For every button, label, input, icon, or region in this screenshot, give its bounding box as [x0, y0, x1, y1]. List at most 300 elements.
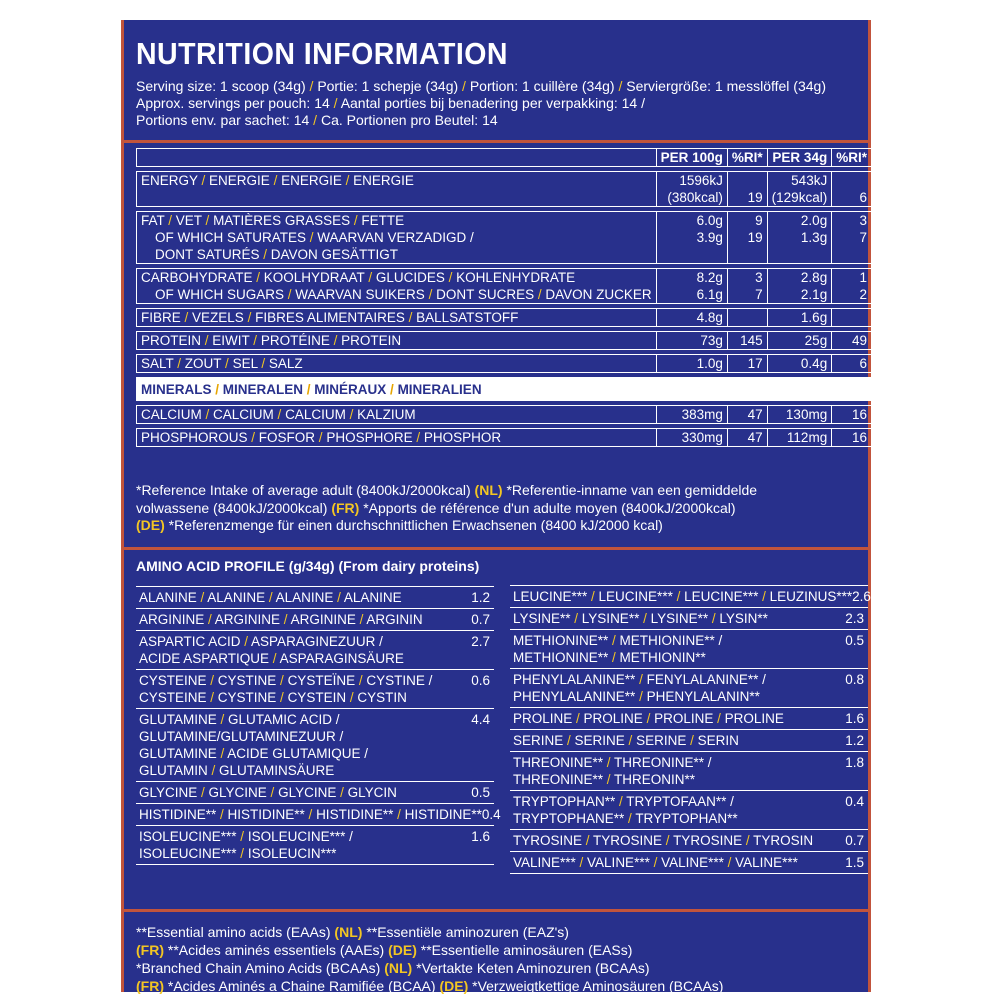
mineral-row: [137, 406, 872, 424]
per-34g-value-line: 543kJ: [791, 173, 828, 188]
amino-acid-row: [510, 852, 868, 874]
slash-separator: /: [333, 590, 344, 605]
ri-100g-value-line: 47: [747, 430, 763, 445]
per-100g-value-line: 383mg: [681, 407, 723, 422]
ri-100g-value-line: 19: [747, 230, 763, 245]
per-34g-value: [767, 172, 832, 207]
slash-separator: /: [303, 381, 315, 397]
amino-acid-row: [136, 631, 494, 670]
nutrient-label: [137, 309, 657, 327]
amino-acid-name: [510, 632, 830, 666]
slash-separator: /: [315, 430, 327, 445]
per-100g-value-line: 4.8g: [696, 310, 723, 325]
eaa-de-tag: (DE): [388, 942, 417, 958]
per-100g-value: [656, 212, 727, 264]
ri-note-nl-2: volwassene (8400kJ/2000kcal): [136, 499, 328, 516]
slash-separator: /: [713, 711, 725, 726]
slash-separator: /: [639, 611, 651, 626]
amino-acid-name: [510, 710, 830, 727]
amino-acid-value: 2.7: [471, 634, 490, 649]
nutrient-label-line: CARBOHYDRATE / KOOLHYDRAAT / GLUCIDES / KOHLENHYDRATE: [141, 270, 576, 285]
amino-acid-name-line: TYROSINE / TYROSINE / TYROSINE / TYROSIN: [513, 833, 814, 848]
per-34g-value-line: 130mg: [785, 407, 828, 422]
nutrient-label: [137, 212, 657, 264]
amino-acid-name: [510, 754, 830, 788]
amino-acid-row: [136, 782, 494, 804]
nutrient-label: [137, 355, 657, 373]
slash-separator: /: [284, 287, 296, 302]
amino-acid-value: 1.2: [471, 590, 490, 605]
per-34g-value-line: 0.4g: [800, 356, 828, 371]
slash-separator: /: [672, 589, 685, 604]
slash-separator: /: [642, 711, 655, 726]
amino-acid-row: [510, 630, 868, 669]
amino-acid-row: [510, 752, 868, 791]
nutrient-label-line: FIBRE / VEZELS / FIBRES ALIMENTAIRES / BALLSATSTOFF: [141, 310, 519, 325]
ri-nl-tag: (NL): [474, 482, 503, 498]
slash-separator: /: [635, 672, 647, 687]
amino-acid-name-line: ISOLEUCINE*** / ISOLEUCIN***: [139, 846, 337, 861]
per-100g-value: [656, 172, 727, 207]
amino-acid-name-line: ALANINE / ALANINE / ALANINE / ALANINE: [139, 590, 402, 605]
nutrition-table: [136, 148, 872, 447]
slash-separator: /: [304, 807, 317, 822]
slash-separator: /: [247, 430, 259, 445]
ri-100g-value-line: 17: [747, 356, 763, 371]
separator-middle: [124, 547, 868, 550]
amino-acid-name: [136, 806, 482, 823]
per-100g-value: [656, 309, 727, 327]
slash-separator: /: [204, 612, 215, 627]
reference-intake-note: [136, 482, 866, 535]
per-100g-value-line: (380kcal): [667, 190, 723, 205]
mineral-label: [137, 406, 657, 424]
per-100g-value-line: 6.0g: [696, 213, 723, 228]
amino-acid-value: 0.7: [471, 612, 490, 627]
ri-100g-value: [727, 309, 767, 327]
amino-acid-value: 0.4: [845, 794, 864, 809]
separator-bottom: [124, 909, 868, 912]
slash-separator: /: [355, 612, 367, 627]
per-34g-value: [767, 212, 832, 264]
slash-separator: /: [723, 855, 736, 870]
bcaa-fr-tag: (FR): [136, 978, 164, 994]
slash-separator: /: [603, 772, 615, 787]
amino-acid-value: 0.4: [481, 807, 501, 822]
amino-footnotes: [136, 923, 866, 995]
amino-acid-value: 1.2: [845, 733, 864, 748]
per-100g-value-line: 330mg: [681, 430, 723, 445]
slash-separator: /: [280, 612, 291, 627]
amino-acid-name: [136, 828, 456, 862]
nutrition-row: [137, 269, 872, 304]
ri-100g-value-line: 47: [747, 407, 763, 422]
amino-acid-name-line: LEUCINE*** / LEUCINE*** / LEUCINE*** / LEUZINUS***: [513, 589, 853, 604]
amino-acid-name-line: ASPARTIC ACID / ASPARAGINEZUUR /: [139, 634, 383, 649]
per-34g-value-line: 1.6g: [800, 310, 828, 325]
amino-acid-name: [136, 633, 456, 667]
amino-acid-name-line: GLUTAMINE / ACIDE GLUTAMIQUE /: [139, 746, 369, 761]
slash-separator: /: [424, 287, 437, 302]
ri-34g-value-line: 1: [859, 270, 867, 285]
nutrient-label: [137, 332, 657, 350]
eaa-en: **Essential amino acids (EAAs): [136, 924, 331, 940]
amino-acid-name-line: TRYPTOPHANE** / TRYPTOPHAN**: [513, 811, 738, 826]
ri-34g-value: [832, 429, 872, 447]
slash-separator: /: [603, 755, 615, 770]
amino-acid-value: 0.8: [845, 672, 864, 687]
amino-acid-row: [136, 804, 501, 826]
ri-note-nl: *Referentie-inname van een gemiddelde: [506, 482, 758, 498]
per-34g-value: [767, 269, 832, 304]
slash-separator: /: [404, 310, 417, 325]
amino-acid-row: [136, 709, 494, 782]
slash-separator: /: [201, 407, 214, 422]
per-34g-value: [767, 309, 832, 327]
per-100g-value-line: 1596kJ: [679, 173, 723, 188]
ri-100g-value-line: 9: [755, 213, 763, 228]
ri-34g-value-line: 16: [851, 430, 867, 445]
amino-acid-name-line: GLUTAMIN / GLUTAMINSÄURE: [139, 763, 335, 778]
ri-34g-value-line: 49: [851, 333, 867, 348]
serving-line-2: Approx. servings per pouch: 14 / Aantal porties bij benadering per verpakking: 14 /: [136, 95, 645, 111]
nutrient-label: [137, 172, 657, 207]
per-34g-value: [767, 355, 832, 373]
slash-separator: /: [635, 689, 647, 704]
slash-separator: /: [273, 407, 286, 422]
amino-acid-name: [510, 610, 830, 627]
header-cell: %RI*: [727, 149, 767, 167]
slash-separator: /: [350, 213, 362, 228]
header-cell: [137, 149, 657, 167]
amino-acid-row: [136, 670, 494, 709]
ri-100g-value: [727, 212, 767, 264]
amino-acid-row: [510, 669, 868, 708]
per-34g-value-line: 2.8g: [800, 270, 828, 285]
amino-acid-value: 1.5: [845, 855, 864, 870]
amino-acid-name-line: PROLINE / PROLINE / PROLINE / PROLINE: [513, 711, 784, 726]
amino-acid-name-line: CYSTEINE / CYSTINE / CYSTEÏNE / CYSTINE /: [139, 673, 433, 688]
per-100g-value-line: 3.9g: [696, 230, 723, 245]
ri-de-tag: (DE): [136, 517, 165, 533]
bcaa-de: *Verzweigtkettige Aminosäuren (BCAAs): [472, 978, 724, 994]
amino-acid-row: [510, 730, 868, 752]
amino-acid-name: [136, 784, 456, 801]
per-100g-value: [656, 429, 727, 447]
amino-acid-row: [510, 830, 868, 852]
slash-separator: /: [206, 673, 218, 688]
slash-separator: /: [758, 589, 770, 604]
bcaa-en: *Branched Chain Amino Acids (BCAAs): [136, 960, 381, 976]
slash-separator: /: [346, 690, 358, 705]
serving-line-3: Portions env. par sachet: 14 / Ca. Portionen pro Beutel: 14: [136, 112, 498, 128]
ri-note-de: *Referenzmenge für einen durchschnittlichen Erwachsenen (8400 kJ/2000 kcal): [168, 517, 663, 533]
ri-34g-value-line: 16: [851, 407, 867, 422]
slash-separator: /: [266, 785, 279, 800]
amino-acid-name-line: ARGININE / ARGININE / ARGININE / ARGININ: [139, 612, 423, 627]
per-34g-value-line: 1.3g: [800, 230, 828, 245]
slash-separator: /: [259, 247, 271, 262]
ri-100g-value-line: 3: [755, 270, 763, 285]
slash-separator: /: [276, 673, 288, 688]
amino-acid-name-line: GLYCINE / GLYCINE / GLYCINE / GLYCIN: [139, 785, 397, 800]
amino-acid-value: 2.3: [845, 611, 864, 626]
amino-acid-name-line: LYSINE** / LYSINE** / LYSINE** / LYSIN**: [513, 611, 768, 626]
ri-34g-value: [832, 269, 872, 304]
amino-acid-name: [136, 589, 456, 606]
slash-separator: /: [336, 785, 348, 800]
slash-separator: /: [216, 746, 228, 761]
amino-acid-row: [510, 586, 871, 608]
slash-separator: /: [305, 78, 318, 94]
ri-34g-value: [832, 332, 872, 350]
amino-acid-name-line: CYSTEINE / CYSTINE / CYSTEIN / CYSTIN: [139, 690, 407, 705]
per-100g-value-line: 6.1g: [696, 287, 723, 302]
ri-34g-value-line: 2: [859, 287, 867, 302]
slash-separator: /: [458, 78, 470, 94]
minerals-header: MINERALS / MINERALEN / MINÉRAUX / MINERALIEN: [137, 378, 872, 401]
per-100g-value: [656, 269, 727, 304]
ri-34g-value: [832, 212, 872, 264]
eaa-fr: **Acides aminés essentiels (AAEs): [167, 942, 385, 958]
slash-separator: /: [207, 763, 220, 778]
per-100g-value: [656, 355, 727, 373]
amino-acid-name: [510, 793, 830, 827]
slash-separator: /: [563, 733, 575, 748]
amino-acid-value: 2.6: [852, 589, 871, 604]
slash-separator: /: [211, 381, 223, 397]
ri-note-en: *Reference Intake of average adult (8400kJ/2000kcal): [136, 482, 471, 498]
bcaa-nl-tag: (NL): [384, 960, 413, 976]
per-100g-value-line: 73g: [700, 333, 723, 348]
slash-separator: /: [221, 356, 233, 371]
slash-separator: /: [173, 356, 185, 371]
slash-separator: /: [364, 270, 376, 285]
amino-acid-name: [136, 672, 456, 706]
nutrient-label-line: DONT SATURÉS / DAVON GESÄTTIGT: [155, 247, 399, 262]
slash-separator: /: [534, 287, 546, 302]
ri-100g-value: [727, 332, 767, 350]
slash-separator: /: [269, 173, 282, 188]
slash-separator: /: [742, 833, 754, 848]
eaa-nl-tag: (NL): [334, 924, 363, 940]
slash-separator: /: [624, 811, 636, 826]
slash-separator: /: [444, 270, 457, 285]
nutrition-panel: [121, 20, 871, 992]
nutrition-row: [137, 332, 872, 350]
ri-note-fr: *Apports de référence d'un adulte moyen (8400kJ/2000kcal): [363, 499, 736, 516]
nutrient-label: [137, 269, 657, 304]
amino-right-column: [510, 585, 871, 874]
ri-34g-value: [832, 406, 872, 424]
slash-separator: /: [196, 590, 208, 605]
slash-separator: /: [243, 310, 256, 325]
slash-separator: /: [249, 333, 261, 348]
amino-acid-name: [510, 854, 830, 871]
amino-acid-value: 0.5: [845, 633, 864, 648]
amino-acid-value: 4.4: [471, 712, 490, 727]
amino-acid-row: [510, 708, 868, 730]
minerals-header-row: [137, 378, 872, 401]
slash-separator: /: [662, 833, 674, 848]
slash-separator: /: [309, 112, 321, 128]
slash-separator: /: [608, 650, 620, 665]
ri-34g-value: [832, 309, 872, 327]
slash-separator: /: [252, 270, 264, 285]
slash-separator: /: [686, 733, 698, 748]
ri-100g-value: [727, 406, 767, 424]
slash-separator: /: [570, 611, 582, 626]
slash-separator: /: [329, 333, 342, 348]
ri-100g-value-line: 145: [740, 333, 763, 348]
slash-separator: /: [587, 589, 599, 604]
slash-separator: /: [265, 590, 276, 605]
amino-acid-name: [510, 832, 830, 849]
per-100g-value: [656, 332, 727, 350]
amino-acid-value: 1.6: [471, 829, 490, 844]
header-cell: %RI*: [832, 149, 872, 167]
nutrient-label-line: SALT / ZOUT / SEL / SALZ: [141, 356, 303, 371]
slash-separator: /: [608, 633, 620, 648]
slash-separator: /: [180, 310, 193, 325]
ri-34g-value-line: 7: [859, 230, 867, 245]
slash-separator: /: [582, 833, 594, 848]
ri-100g-value: [727, 269, 767, 304]
amino-acid-name-line: ISOLEUCINE*** / ISOLEUCINE*** /: [139, 829, 353, 844]
ri-100g-value: [727, 172, 767, 207]
header-cell: PER 100g: [656, 149, 727, 167]
amino-acid-value: 0.5: [471, 785, 490, 800]
amino-acid-row: [510, 791, 868, 830]
nutrition-row: [137, 355, 872, 373]
nutrient-label-line: OF WHICH SATURATES / WAARVAN VERZADIGD /: [155, 230, 474, 245]
mineral-label: [137, 429, 657, 447]
amino-acid-name: [510, 671, 830, 705]
per-100g-value: [656, 406, 727, 424]
slash-separator: /: [269, 651, 280, 666]
ri-34g-value-line: 6: [859, 356, 867, 371]
slash-separator: /: [393, 807, 405, 822]
amino-acid-name: [136, 711, 456, 779]
ri-100g-value: [727, 355, 767, 373]
slash-separator: /: [240, 634, 252, 649]
slash-separator: /: [306, 230, 318, 245]
ri-fr-tag: (FR): [331, 499, 360, 516]
nutrition-row: [137, 309, 872, 327]
amino-acid-value: 0.7: [845, 833, 864, 848]
per-34g-value-line: 2.1g: [800, 287, 828, 302]
per-34g-value: [767, 429, 832, 447]
slash-separator: /: [276, 690, 288, 705]
slash-separator: /: [197, 173, 210, 188]
slash-separator: /: [624, 733, 637, 748]
slash-separator: /: [708, 611, 720, 626]
amino-acid-name-line: THREONINE** / THREONIN**: [513, 772, 696, 787]
ri-34g-value: [832, 355, 872, 373]
per-34g-value-line: 2.0g: [800, 213, 828, 228]
bcaa-de-tag: (DE): [439, 978, 469, 994]
nutrition-row: [137, 172, 872, 207]
per-100g-value-line: 1.0g: [696, 356, 723, 371]
slash-separator: /: [236, 846, 248, 861]
bcaa-nl: *Vertakte Keten Aminozuren (BCAAs): [416, 960, 650, 976]
slash-separator: /: [257, 356, 269, 371]
nutrient-label-line: PROTEIN / EIWIT / PROTÉINE / PROTEIN: [141, 333, 402, 348]
mineral-label-line: CALCIUM / CALCIUM / CALCIUM / KALZIUM: [141, 407, 416, 422]
amino-acid-value: 1.6: [845, 711, 864, 726]
ri-34g-value-line: 6: [859, 190, 867, 205]
mineral-row: [137, 429, 872, 447]
per-34g-value-line: (129kcal): [771, 190, 828, 205]
slash-separator: /: [236, 829, 248, 844]
slash-separator: /: [197, 785, 209, 800]
slash-separator: /: [575, 855, 588, 870]
per-34g-value: [767, 406, 832, 424]
slash-separator: /: [206, 690, 218, 705]
amino-acid-name-line: SERINE / SERINE / SERINE / SERIN: [513, 733, 739, 748]
slash-separator: /: [412, 430, 424, 445]
amino-acid-name: [136, 611, 456, 628]
ri-100g-value-line: 7: [755, 287, 763, 302]
header-cell: PER 34g: [767, 149, 832, 167]
mineral-label-line: PHOSPHOROUS / FOSFOR / PHOSPHORE / PHOSPHOR: [141, 430, 502, 445]
amino-acid-row: [136, 609, 494, 631]
amino-acid-row: [136, 826, 494, 865]
slash-separator: /: [329, 95, 341, 111]
amino-acid-name-line: HISTIDINE** / HISTIDINE** / HISTIDINE** / HISTIDINE**: [139, 807, 482, 822]
nutrient-label-line: ENERGY / ENERGIE / ENERGIE / ENERGIE: [141, 173, 414, 188]
serving-line-1: Serving size: 1 scoop (34g) / Portie: 1 schepje (34g) / Portion: 1 cuillère (34g) / Serviergröße: 1 messlöffel (34g): [136, 78, 826, 94]
amino-acid-name-line: TRYPTOPHAN** / TRYPTOFAAN** /: [513, 794, 734, 809]
amino-acid-name-line: VALINE*** / VALINE*** / VALINE*** / VALINE***: [513, 855, 798, 870]
separator-top: [124, 140, 868, 143]
amino-acid-name-line: GLUTAMINE/GLUTAMINEZUUR /: [139, 729, 344, 744]
ri-100g-value: [727, 429, 767, 447]
per-100g-value-line: 8.2g: [696, 270, 723, 285]
eaa-de: **Essentielle aminosäuren (EASs): [420, 942, 633, 958]
slash-separator: /: [355, 673, 367, 688]
nutrition-header-row: [137, 149, 872, 167]
amino-acid-name-line: METHIONINE** / METHIONIN**: [513, 650, 706, 665]
ri-100g-value-line: 19: [747, 190, 763, 205]
page-title: NUTRITION INFORMATION: [136, 36, 508, 71]
slash-separator: /: [341, 173, 354, 188]
nutrition-row: [137, 212, 872, 264]
slash-separator: /: [216, 712, 229, 727]
amino-acid-name-line: GLUTAMINE / GLUTAMIC ACID /: [139, 712, 340, 727]
eaa-fr-tag: (FR): [136, 942, 164, 958]
amino-acid-name-line: PHENYLALANINE** / FENYLALANINE** /: [513, 672, 766, 687]
nutrient-label-line: FAT / VET / MATIÈRES GRASSES / FETTE: [141, 213, 405, 228]
nutrient-label-line: OF WHICH SUGARS / WAARVAN SUIKERS / DONT SUCRES / DAVON ZUCKER: [155, 287, 652, 302]
slash-separator: /: [201, 213, 214, 228]
amino-acid-name-line: THREONINE** / THREONINE** /: [513, 755, 712, 770]
slash-separator: /: [572, 711, 584, 726]
slash-separator: /: [386, 381, 398, 397]
slash-separator: /: [201, 333, 213, 348]
per-34g-value-line: 112mg: [786, 430, 828, 445]
eaa-nl: **Essentiële aminozuren (EAZ's): [366, 924, 569, 940]
amino-acid-name-line: ACIDE ASPARTIQUE / ASPARAGINSÄURE: [139, 651, 404, 666]
slash-separator: /: [615, 794, 627, 809]
amino-acid-name: [510, 732, 830, 749]
amino-acid-row: [136, 587, 494, 609]
slash-separator: /: [649, 855, 662, 870]
amino-acid-name-line: PHENYLALANINE** / PHENYLALANIN**: [513, 689, 760, 704]
slash-separator: /: [164, 213, 176, 228]
amino-acid-name-line: METHIONINE** / METHIONINE** /: [513, 633, 723, 648]
slash-separator: /: [216, 807, 228, 822]
